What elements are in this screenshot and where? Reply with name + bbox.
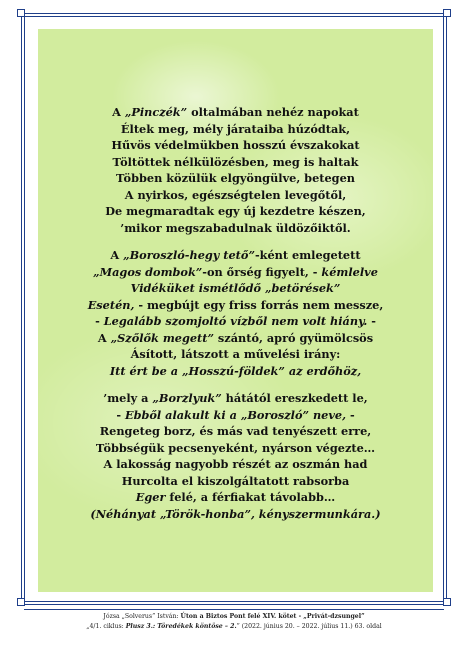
poem-line: - Legalább szomjoltó vízből nem volt hiány. - — [95, 314, 376, 328]
poem-line: De megmaradtak egy új kezdetre készen, — [105, 204, 366, 218]
poem-line: (Néhányat „Török-honba”, kényszermunkára.) — [90, 506, 381, 521]
poem-line: A „Pinczék” oltalmában nehéz napokat — [112, 105, 359, 119]
poem-line: Többen közülük elgyöngülve, betegen — [116, 171, 355, 185]
stanza — [38, 104, 433, 236]
poem-line: Hurcolta el kiszolgáltatott rabsorba — [121, 473, 350, 488]
poem-text — [38, 104, 433, 533]
poem-line: Többségük pecsenyeként, nyárson végezte… — [95, 440, 376, 455]
poem-line: Ásított, látszott a művelési irány: — [130, 347, 341, 361]
poem-line: Esetén, - megbújt egy friss forrás nem messze, — [87, 297, 384, 312]
footer-line-cycle: „4/1. ciklus: Plusz 3.: Töredékek köntöse – 2.” (2022. június 20. – 2022. július 11.) 63. oldal — [86, 623, 382, 630]
poem-line: Rengeteg borz, és más vad tenyészett erre, — [99, 424, 372, 438]
poem-line: A „Boroszló-hegy tető”-ként emlegetett — [110, 248, 361, 262]
poem-line: - Ebből alakult ki a „Boroszló” neve, - — [116, 407, 355, 422]
poem-line: A nyirkos, egészségtelen levegőtől, — [124, 187, 347, 202]
corner-ornament-bottom-left — [17, 598, 25, 606]
poem-line: Töltöttek nélkülözésben, meg is haltak — [112, 154, 359, 169]
poem-line: ’mely a „Borzlyuk” hátától ereszkedett le, — [103, 391, 368, 405]
poem-line: Eger felé, a férfiakat távolabb… — [135, 490, 336, 504]
poem-line: Itt ért be a „Hosszú-földek” az erdőhöz, — [109, 363, 362, 378]
corner-ornament-top-left — [17, 9, 25, 17]
poem-line: A „Szőlők megett” szántó, apró gyümölcsös — [97, 330, 374, 345]
footer-line-author: Józsa „Solverus” István: Úton a Biztos Pont felé XIV. kötet - „Privát-dzsungel” — [103, 613, 365, 620]
corner-ornament-bottom-right — [443, 598, 451, 606]
poem-line: Éltek meg, mély járataiba húzódtak, — [120, 121, 351, 136]
poem-line: ’mikor megszabadulnak üldözőiktől. — [120, 220, 351, 235]
corner-ornament-top-right — [443, 9, 451, 17]
poem-line: Hűvös védelmükben hosszú évszakokat — [111, 138, 360, 152]
poem-line: „Magos dombok”-on őrség figyelt, - kémlelve — [93, 264, 378, 279]
stanza — [38, 247, 433, 379]
page-footer — [24, 612, 444, 632]
footer-divider — [24, 609, 444, 610]
poem-line: A lakosság nagyobb részét az oszmán had — [103, 457, 368, 471]
poem-line: Vidéküket ismétlődő „betörések” — [130, 281, 341, 295]
stanza — [38, 390, 433, 522]
